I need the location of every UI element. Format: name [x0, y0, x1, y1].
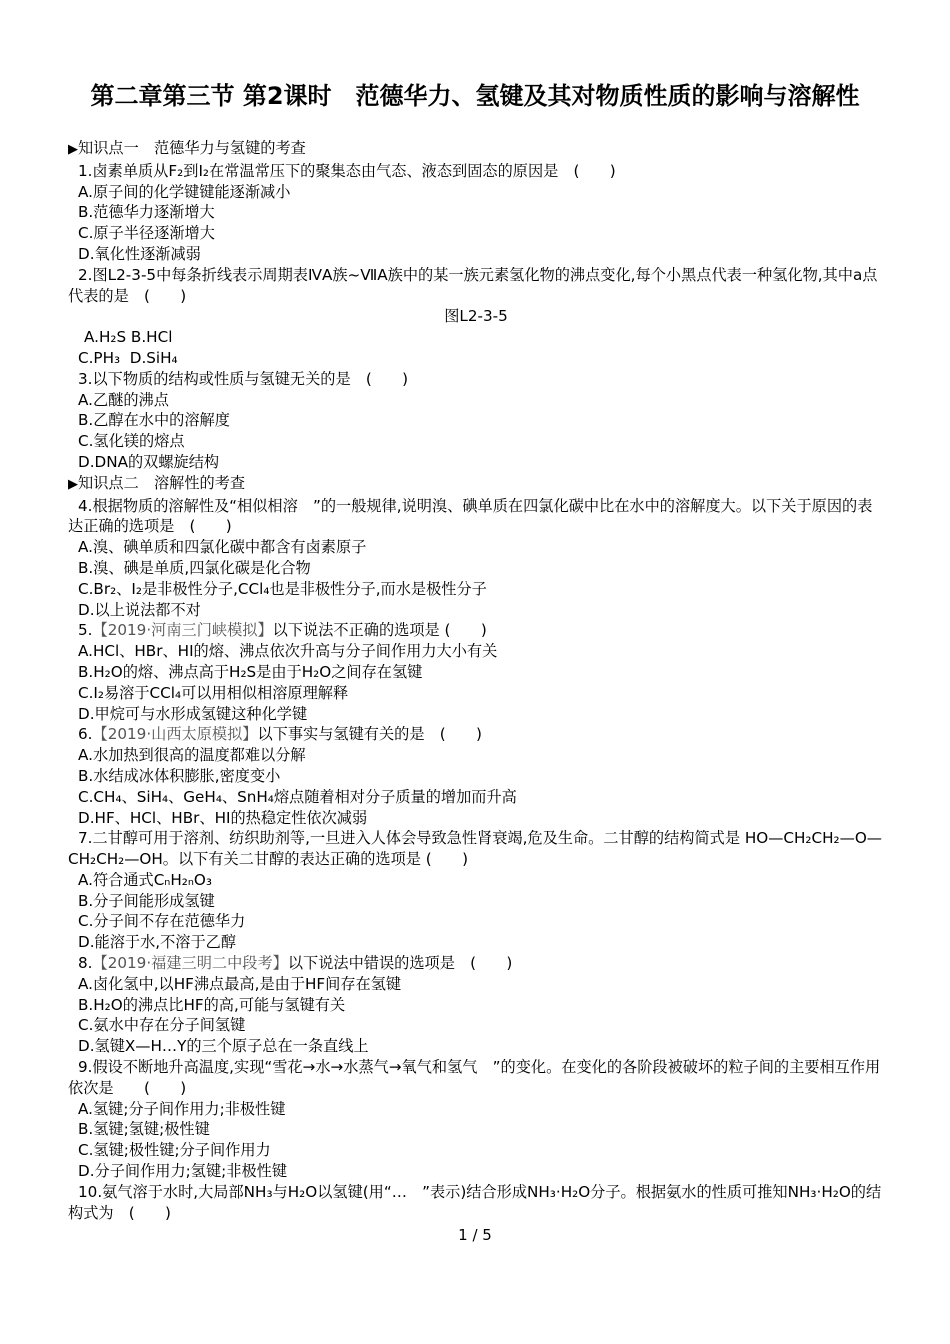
document-body	[68, 138, 884, 1223]
question-9-option-d: D.分子间作用力;氢键;非极性键	[78, 1162, 288, 1181]
question-3-option-b: B.乙醇在水中的溶解度	[78, 411, 230, 430]
question-5-option-c: C.I₂易溶于CCl₄可以用相似相溶原理解释	[78, 683, 349, 702]
page-title: 第二章第三节 第2课时 范德华力、氢键及其对物质性质的影响与溶解性	[90, 82, 860, 110]
section-heading-2: ▶知识点二 溶解性的考查	[68, 473, 246, 492]
question-7-option-d: D.能溶于水,不溶于乙醇	[78, 933, 237, 952]
question-9-option-a: A.氢键;分子间作用力;非极性键	[78, 1099, 286, 1118]
question-5-source: 【2019·河南三门峡模拟】	[92, 621, 273, 640]
page-number: 1 / 5	[458, 1226, 492, 1244]
question-6-option-d: D.HF、HCl、HBr、HI的热稳定性依次减弱	[78, 808, 368, 827]
question-6-option-c: C.CH₄、SiH₄、GeH₄、SnH₄熔点随着相对分子质量的增加而升高	[78, 787, 517, 806]
question-5-option-a: A.HCl、HBr、HI的熔、沸点依次升高与分子间作用力大小有关	[78, 642, 498, 661]
question-4-option-c: C.Br₂、I₂是非极性分子,CCl₄也是非极性分子,而水是极性分子	[78, 579, 487, 598]
question-3-option-d: D.DNA的双螺旋结构	[78, 452, 220, 471]
question-7-option-b: B.分子间能形成氢键	[78, 891, 215, 910]
question-1-option-d: D.氧化性逐渐减弱	[78, 244, 201, 263]
question-5-option-b: B.H₂O的熔、沸点高于H₂S是由于H₂O之间存在氢键	[78, 662, 423, 681]
question-1-option-c: C.原子半径逐渐增大	[78, 224, 215, 243]
question-4-option-b: B.溴、碘是单质,四氯化碳是化合物	[78, 558, 311, 577]
question-8-option-c: C.氨水中存在分子间氢键	[78, 1016, 246, 1035]
question-8-option-b: B.H₂O的沸点比HF的高,可能与氢键有关	[78, 995, 346, 1014]
question-8-source: 【2019·福建三明二中段考】	[92, 954, 288, 973]
triangle-icon: ▶	[68, 476, 78, 492]
question-7-stem: 7.二甘醇可用于溶剂、纺织助剂等,一旦进入人体会导致急性肾衰竭,危及生命。二甘醇的结构简式是 HO—CH₂CH₂—O—CH₂CH₂—OH。以下有关二甘醇的表达正确的选项是 ( )	[68, 829, 882, 869]
question-9-option-c: C.氢键;极性键;分子间作用力	[78, 1141, 271, 1160]
question-3-option-a: A.乙醚的沸点	[78, 390, 169, 409]
figure-caption: 图L2-3-5	[444, 307, 508, 326]
question-4-stem: 4.根据物质的溶解性及“相似相溶 ”的一般规律,说明溴、碘单质在四氯化碳中比在水中的溶解度大。以下关于原因的表达正确的选项是 ( )	[68, 496, 873, 536]
question-4-option-d: D.以上说法都不对	[78, 600, 201, 619]
question-6-option-b: B.水结成冰体积膨胀,密度变小	[78, 766, 281, 785]
question-8-stem: 8.【2019·福建三明二中段考】以下说法中错误的选项是 ( )	[78, 954, 513, 973]
question-3-stem: 3.以下物质的结构或性质与氢键无关的是 ( )	[78, 369, 409, 388]
question-2-options-cd: C.PH₃ D.SiH₄	[78, 348, 178, 367]
question-5-option-d: D.甲烷可与水形成氢键这种化学键	[78, 704, 308, 723]
question-3-option-c: C.氢化镁的熔点	[78, 432, 185, 451]
question-8-option-a: A.卤化氢中,以HF沸点最高,是由于HF间存在氢键	[78, 974, 402, 993]
question-7-option-c: C.分子间不存在范德华力	[78, 912, 246, 931]
question-2-options-ab: A.H₂S B.HCl	[84, 328, 173, 347]
question-6-option-a: A.水加热到很高的温度都难以分解	[78, 746, 306, 765]
question-1-stem: 1.卤素单质从F₂到I₂在常温常压下的聚集态由气态、液态到固态的原因是 ( )	[78, 161, 616, 180]
section-heading-1: ▶知识点一 范德华力与氢键的考查	[68, 139, 306, 157]
triangle-icon: ▶	[68, 142, 78, 157]
question-10-stem: 10.氨气溶于水时,大局部NH₃与H₂O以氢键(用“… ”表示)结合形成NH₃·H₂O分子。根据氨水的性质可推知NH₃·H₂O的结构式为 ( )	[68, 1182, 882, 1222]
question-5-stem: 5.【2019·河南三门峡模拟】以下说法不正确的选项是 ( )	[78, 621, 487, 640]
question-8-option-d: D.氢键X—H…Y的三个原子总在一条直线上	[78, 1037, 369, 1056]
question-9-option-b: B.氢键;氢键;极性键	[78, 1120, 210, 1139]
question-2-stem: 2.图L2-3-5中每条折线表示周期表ⅣA族~ⅦA族中的某一族元素氢化物的沸点变化,每个小黑点代表一种氢化物,其中a点代表的是 ( )	[68, 265, 878, 305]
question-1-option-a: A.原子间的化学键键能逐渐减小	[78, 182, 291, 201]
question-7-option-a: A.符合通式CₙH₂ₙO₃	[78, 870, 212, 889]
question-9-stem: 9.假设不断地升高温度,实现“雪花→水→水蒸气→氧气和氢气 ”的变化。在变化的各阶段被破坏的粒子间的主要相互作用依次是 ( )	[68, 1058, 881, 1097]
question-1-option-b: B.范德华力逐渐增大	[78, 203, 215, 222]
question-4-option-a: A.溴、碘单质和四氯化碳中都含有卤素原子	[78, 538, 367, 557]
question-6-source: 【2019·山西太原模拟】	[92, 725, 258, 744]
question-6-stem: 6.【2019·山西太原模拟】以下事实与氢键有关的是 ( )	[78, 725, 482, 744]
